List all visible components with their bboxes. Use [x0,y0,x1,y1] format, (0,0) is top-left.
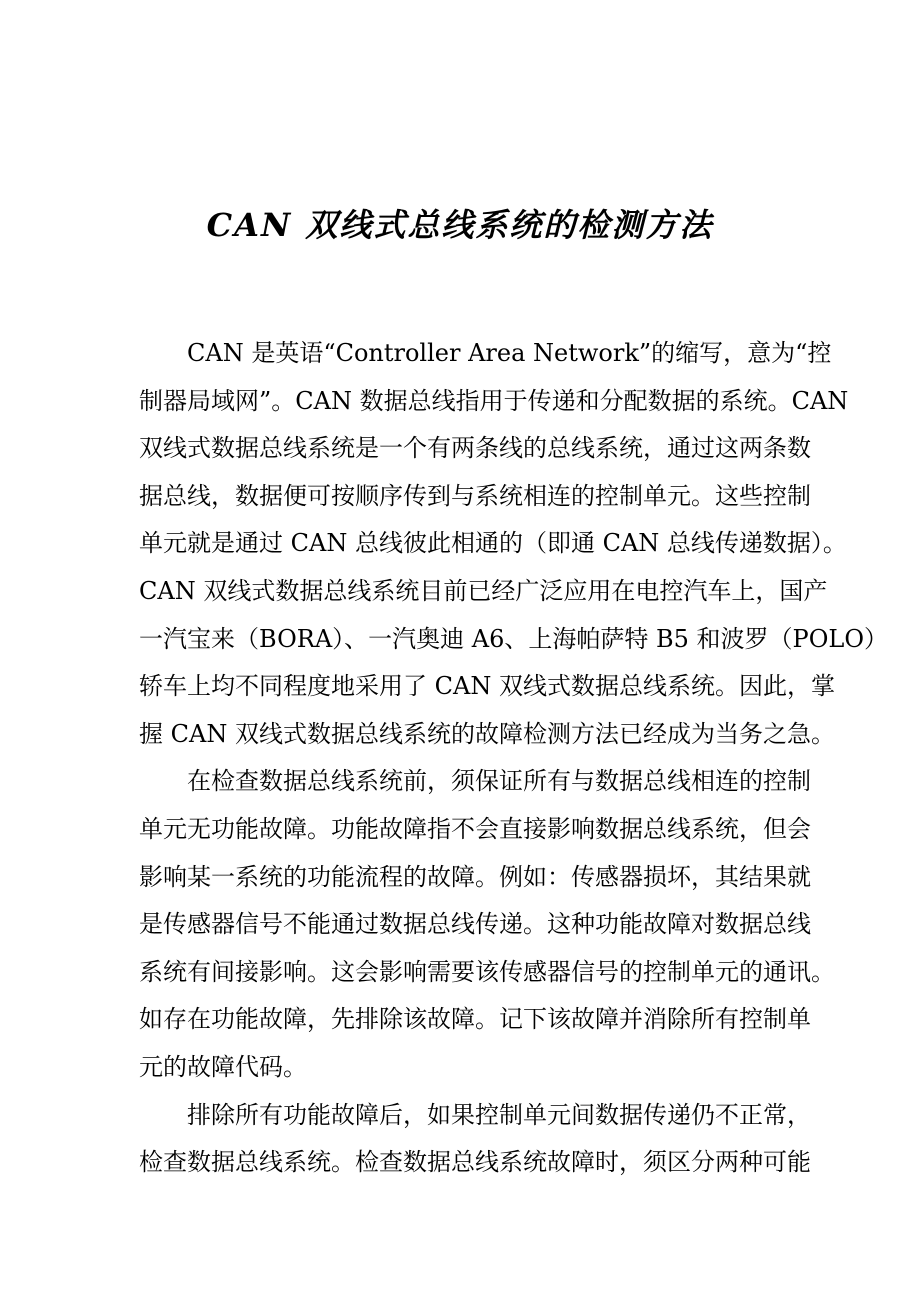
paragraph-1 [139,334,888,762]
text-line: 单元就是通过 CAN 总线彼此相通的（即通 CAN 总线传递数据）。 [139,529,847,558]
text-line: 影响某一系统的功能流程的故障。例如：传感器损坏，其结果就 [139,862,811,891]
document-title: CAN 双线式总线系统的检测方法 [206,206,714,244]
paragraph-2 [139,762,835,1095]
text-line: 制器局域网”。CAN 数据总线指用于传递和分配数据的系统。CAN [139,386,849,415]
document-body [139,334,888,1191]
text-line: 如存在功能故障，先排除该故障。记下该故障并消除所有控制单 [139,1005,811,1034]
text-line: CAN 是英语“Controller Area Network”的缩写，意为“控 [187,339,832,367]
text-line: 双线式数据总线系统是一个有两条线的总线系统，通过这两条数 [139,434,811,463]
text-line: 在检查数据总线系统前，须保证所有与数据总线相连的控制 [187,767,811,796]
text-line: CAN 双线式数据总线系统目前已经广泛应用在电控汽车上，国产 [139,576,828,605]
text-line: 轿车上均不同程度地采用了 CAN 双线式数据总线系统。因此，掌 [139,672,835,701]
text-line: 单元无功能故障。功能故障指不会直接影响数据总线系统，但会 [139,814,811,843]
text-line: 系统有间接影响。这会影响需要该传感器信号的控制单元的通讯。 [139,957,835,986]
text-line: 一汽宝来（BORA）、一汽奥迪 A6、上海帕萨特 B5 和波罗（POLO） [139,624,888,653]
text-line: 据总线，数据便可按顺序传到与系统相连的控制单元。这些控制 [139,481,811,510]
text-line: 检查数据总线系统。检查数据总线系统故障时，须区分两种可能 [139,1148,811,1177]
text-line: 排除所有功能故障后，如果控制单元间数据传递仍不正常， [187,1100,811,1129]
paragraph-3 [139,1096,811,1191]
text-line: 元的故障代码。 [139,1052,307,1081]
text-line: 握 CAN 双线式数据总线系统的故障检测方法已经成为当务之急。 [139,719,835,748]
text-line: 是传感器信号不能通过数据总线传递。这种功能故障对数据总线 [139,910,811,939]
